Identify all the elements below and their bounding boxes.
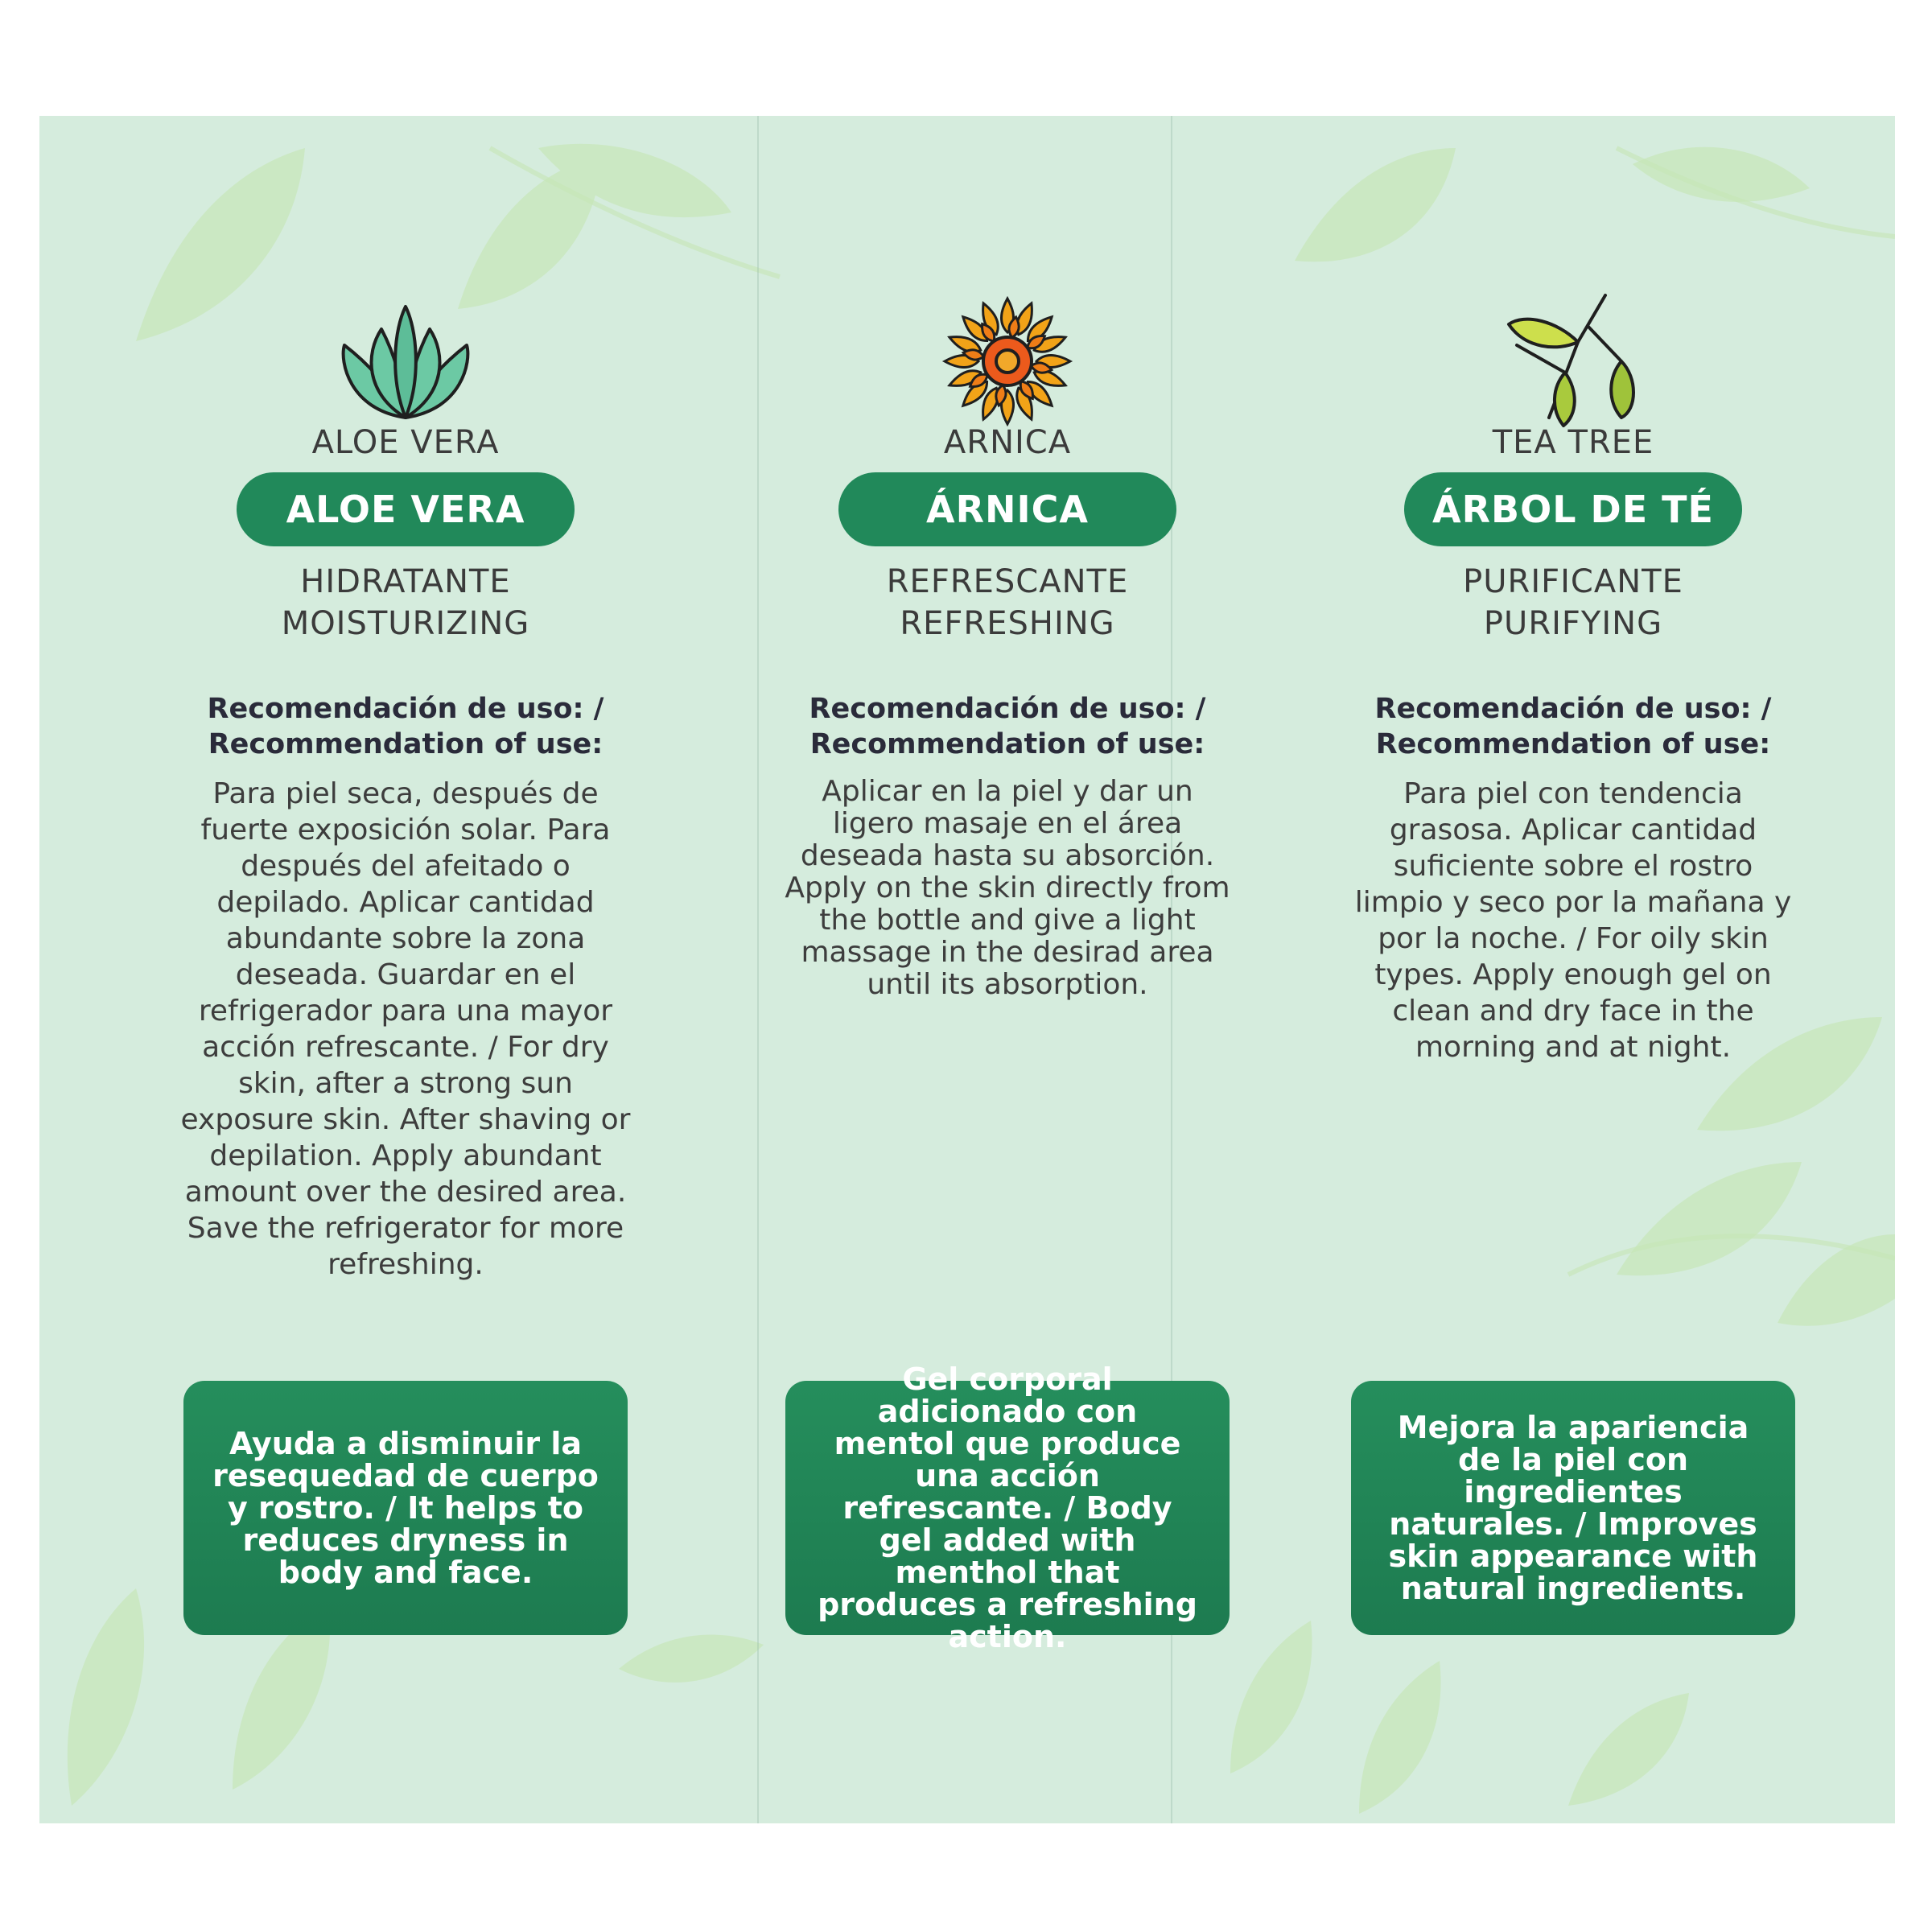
recommendation-title-spanish: Recomendación de uso: / (207, 693, 604, 725)
product-panel (39, 116, 1895, 1823)
recommendation-title-spanish: Recomendación de uso: / (809, 693, 1206, 725)
recommendation-text: Para piel seca, después de fuerte exposición solar. Para después del afeitado o depilado. Aplicar cantidad abundante sobre la zona deseada. Guardar en el refrigerador para una mayor acción refrescante. / For dry skin, after a strong sun exposure skin. After shaving or depilation. Apply abundant amount over the desired area. Save the refrigerator for more refreshing. (180, 777, 631, 1281)
recommendation-title-spanish: Recomendación de uso: / (1374, 693, 1772, 725)
recommendation-title-english: Recommendation of use: (1375, 728, 1771, 760)
benefit-box-text: Mejora la apariencia de la piel con ingredientes naturales. / Improves skin appearance with natural ingredients. (1388, 1410, 1758, 1606)
benefit-box (1351, 1381, 1795, 1635)
recommendation-text: Aplicar en la piel y dar un ligero masaje en el área deseada hasta su absorción. Apply on the skin directly from the bottle and give a light massage in the desirad area until its absorption. (785, 775, 1230, 1001)
benefit-spanish: HIDRATANTE (300, 563, 511, 600)
benefit-box (785, 1361, 1230, 1654)
product-name-badge: ALOE VERA (237, 472, 575, 546)
benefit-label (1324, 561, 1823, 645)
arnica-flower-icon (935, 289, 1080, 434)
benefit-box-text: Gel corporal adicionado con mentol que produce una acción refrescante. / Body gel added with menthol that produces a refreshing action. (818, 1361, 1197, 1654)
benefit-label (758, 561, 1257, 645)
benefit-spanish: REFRESCANTE (886, 563, 1129, 600)
tea-tree-leaf-icon (1501, 289, 1646, 434)
recommendation-title (156, 691, 655, 762)
product-column-tea-tree (1324, 116, 1823, 1823)
product-column-aloe-vera (156, 116, 655, 1823)
product-name-english: ARNICA (943, 424, 1072, 461)
benefit-english: MOISTURIZING (281, 605, 530, 642)
recommendation-title-english: Recommendation of use: (809, 728, 1205, 760)
recommendation-title (1324, 691, 1823, 762)
benefit-spanish: PURIFICANTE (1463, 563, 1683, 600)
recommendation-title (758, 691, 1257, 762)
benefit-english: PURIFYING (1483, 605, 1663, 642)
benefit-box (183, 1381, 628, 1635)
benefit-box-text: Ayuda a disminuir la resequedad de cuerpo y rostro. / It helps to reduces dryness in body and face. (212, 1426, 599, 1590)
aloe-vera-icon (333, 289, 478, 434)
product-name-english: ALOE VERA (311, 424, 500, 461)
product-name-english: TEA TREE (1492, 424, 1654, 461)
product-name-badge: ÁRNICA (838, 472, 1176, 546)
benefit-label (156, 561, 655, 645)
benefit-english: REFRESHING (900, 605, 1115, 642)
product-name-badge: ÁRBOL DE TÉ (1404, 472, 1742, 546)
recommendation-title-english: Recommendation of use: (208, 728, 603, 760)
recommendation-text: Para piel con tendencia grasosa. Aplicar cantidad suficiente sobre el rostro limpio y seco por la mañana y por la noche. / For oily skin types. Apply enough gel on clean and dry face in the morning and at night. (1354, 777, 1792, 1064)
product-column-arnica (758, 116, 1257, 1823)
